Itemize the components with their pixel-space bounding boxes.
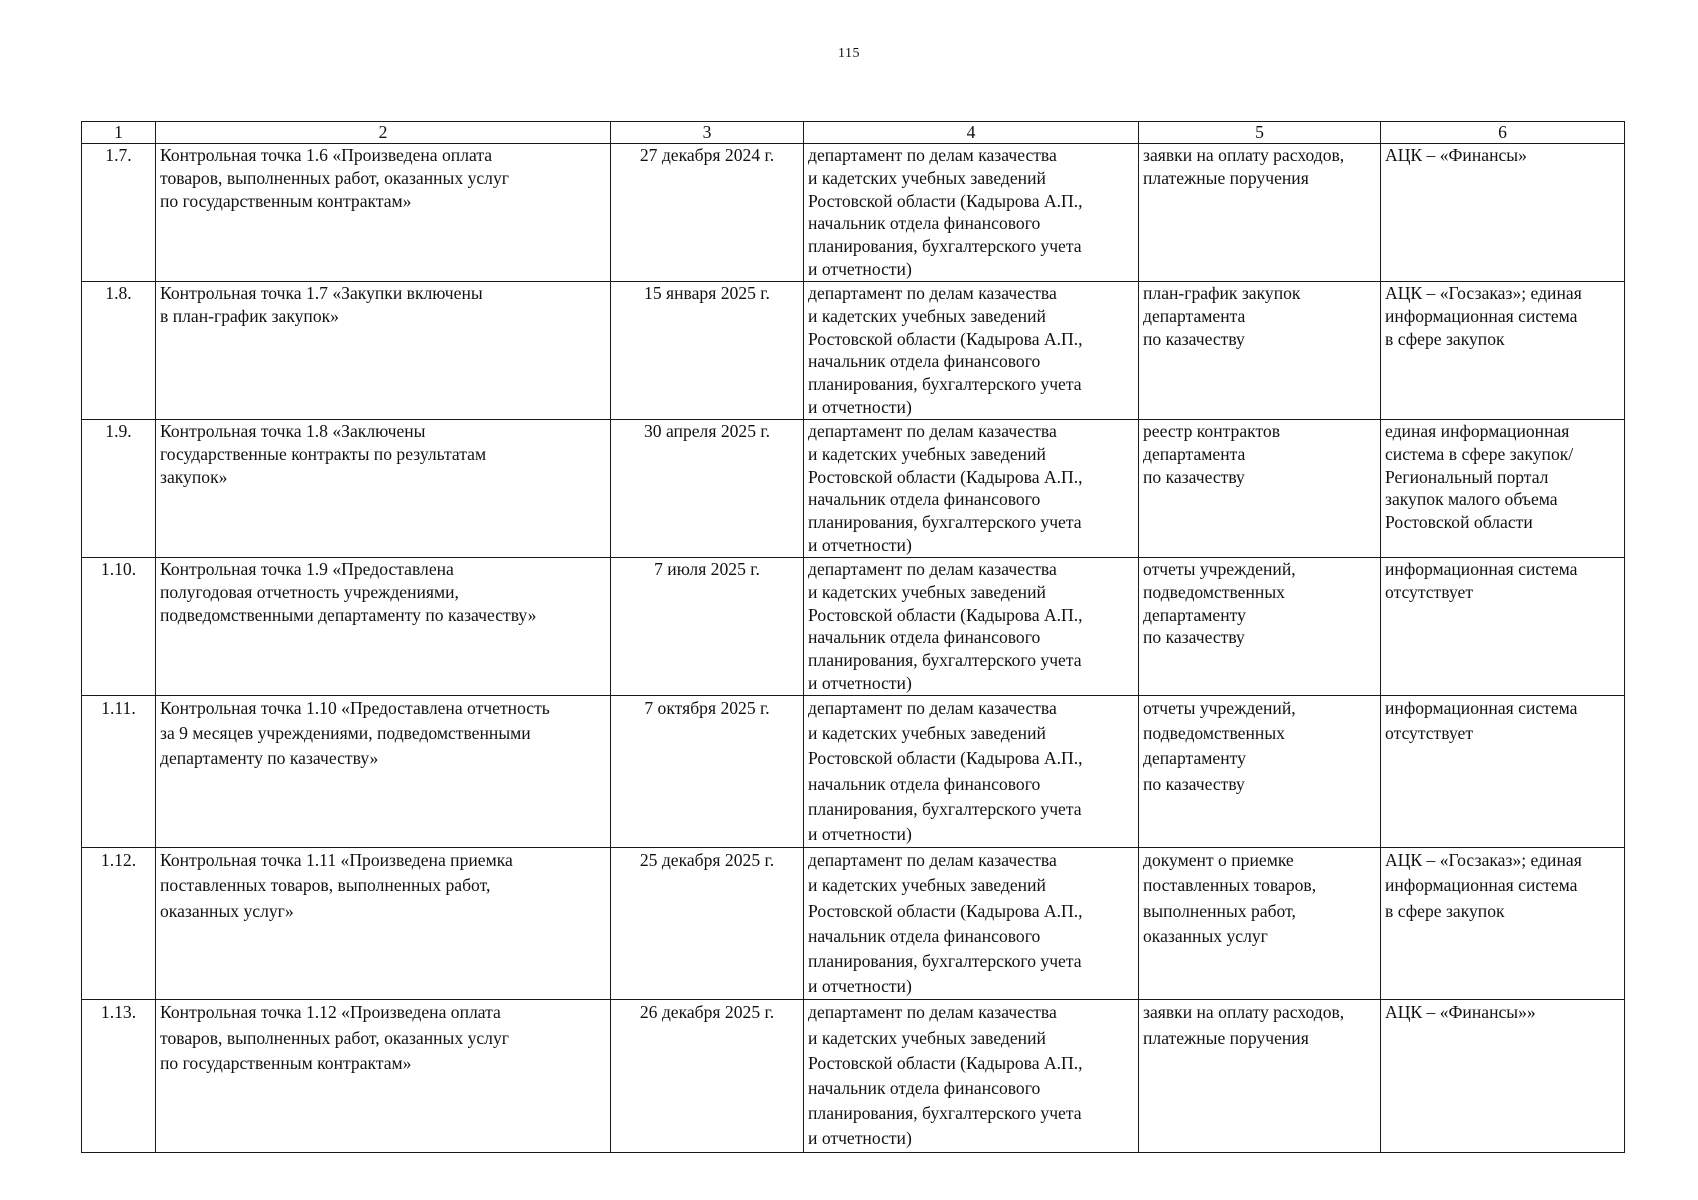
column-number-2: 2 <box>156 122 611 144</box>
table-row <box>82 282 1625 420</box>
deadline-date: 27 декабря 2024 г. <box>611 144 804 282</box>
row-number: 1.13. <box>82 1000 156 1152</box>
information-system: АЦК – «Госзаказ»; единая информационная система в сфере закупок <box>1381 848 1625 1000</box>
control-point-description: Контрольная точка 1.9 «Предоставлена полугодовая отчетность учреждениями, подведомственными департаменту по казачеству» <box>156 558 611 696</box>
deadline-date: 30 апреля 2025 г. <box>611 420 804 558</box>
confirming-document: отчеты учреждений, подведомственных департаменту по казачеству <box>1139 696 1381 848</box>
responsible-executor: департамент по делам казачества и кадетских учебных заведений Ростовской области (Кадырова А.П., начальник отдела финансового планирования, бухгалтерского учета и отчетности) <box>804 282 1139 420</box>
row-number: 1.11. <box>82 696 156 848</box>
responsible-executor: департамент по делам казачества и кадетских учебных заведений Ростовской области (Кадырова А.П., начальник отдела финансового планирования, бухгалтерского учета и отчетности) <box>804 558 1139 696</box>
row-number: 1.12. <box>82 848 156 1000</box>
responsible-executor: департамент по делам казачества и кадетских учебных заведений Ростовской области (Кадырова А.П., начальник отдела финансового планирования, бухгалтерского учета и отчетности) <box>804 420 1139 558</box>
confirming-document: заявки на оплату расходов, платежные поручения <box>1139 144 1381 282</box>
responsible-executor: департамент по делам казачества и кадетских учебных заведений Ростовской области (Кадырова А.П., начальник отдела финансового планирования, бухгалтерского учета и отчетности) <box>804 848 1139 1000</box>
control-points-table <box>81 121 1625 1153</box>
column-number-6: 6 <box>1381 122 1625 144</box>
deadline-date: 7 июля 2025 г. <box>611 558 804 696</box>
confirming-document: план-график закупок департамента по казачеству <box>1139 282 1381 420</box>
row-number: 1.8. <box>82 282 156 420</box>
row-number: 1.10. <box>82 558 156 696</box>
control-point-description: Контрольная точка 1.10 «Предоставлена отчетность за 9 месяцев учреждениями, подведомственными департаменту по казачеству» <box>156 696 611 848</box>
row-number: 1.7. <box>82 144 156 282</box>
table-row <box>82 1000 1625 1152</box>
responsible-executor: департамент по делам казачества и кадетских учебных заведений Ростовской области (Кадырова А.П., начальник отдела финансового планирования, бухгалтерского учета и отчетности) <box>804 696 1139 848</box>
column-number-row <box>82 122 1625 144</box>
deadline-date: 15 января 2025 г. <box>611 282 804 420</box>
column-number-5: 5 <box>1139 122 1381 144</box>
information-system: АЦК – «Финансы» <box>1381 144 1625 282</box>
control-point-description: Контрольная точка 1.8 «Заключены государственные контракты по результатам закупок» <box>156 420 611 558</box>
confirming-document: реестр контрактов департамента по казачеству <box>1139 420 1381 558</box>
information-system: информационная система отсутствует <box>1381 696 1625 848</box>
information-system: АЦК – «Госзаказ»; единая информационная система в сфере закупок <box>1381 282 1625 420</box>
responsible-executor: департамент по делам казачества и кадетских учебных заведений Ростовской области (Кадырова А.П., начальник отдела финансового планирования, бухгалтерского учета и отчетности) <box>804 1000 1139 1152</box>
information-system: информационная система отсутствует <box>1381 558 1625 696</box>
column-number-1: 1 <box>82 122 156 144</box>
responsible-executor: департамент по делам казачества и кадетских учебных заведений Ростовской области (Кадырова А.П., начальник отдела финансового планирования, бухгалтерского учета и отчетности) <box>804 144 1139 282</box>
deadline-date: 25 декабря 2025 г. <box>611 848 804 1000</box>
row-number: 1.9. <box>82 420 156 558</box>
deadline-date: 7 октября 2025 г. <box>611 696 804 848</box>
confirming-document: документ о приемке поставленных товаров, выполненных работ, оказанных услуг <box>1139 848 1381 1000</box>
deadline-date: 26 декабря 2025 г. <box>611 1000 804 1152</box>
confirming-document: заявки на оплату расходов, платежные поручения <box>1139 1000 1381 1152</box>
column-number-4: 4 <box>804 122 1139 144</box>
table-row <box>82 420 1625 558</box>
information-system: единая информационная система в сфере закупок/ Региональный портал закупок малого объема Ростовской области <box>1381 420 1625 558</box>
table-row <box>82 696 1625 848</box>
table-row <box>82 848 1625 1000</box>
page-number: 115 <box>838 46 860 61</box>
information-system: АЦК – «Финансы»» <box>1381 1000 1625 1152</box>
column-number-3: 3 <box>611 122 804 144</box>
control-point-description: Контрольная точка 1.6 «Произведена оплата товаров, выполненных работ, оказанных услуг по государственным контрактам» <box>156 144 611 282</box>
table-row <box>82 558 1625 696</box>
control-point-description: Контрольная точка 1.11 «Произведена приемка поставленных товаров, выполненных работ, оказанных услуг» <box>156 848 611 1000</box>
table-row <box>82 144 1625 282</box>
confirming-document: отчеты учреждений, подведомственных департаменту по казачеству <box>1139 558 1381 696</box>
control-point-description: Контрольная точка 1.7 «Закупки включены в план-график закупок» <box>156 282 611 420</box>
control-point-description: Контрольная точка 1.12 «Произведена оплата товаров, выполненных работ, оказанных услуг по государственным контрактам» <box>156 1000 611 1152</box>
